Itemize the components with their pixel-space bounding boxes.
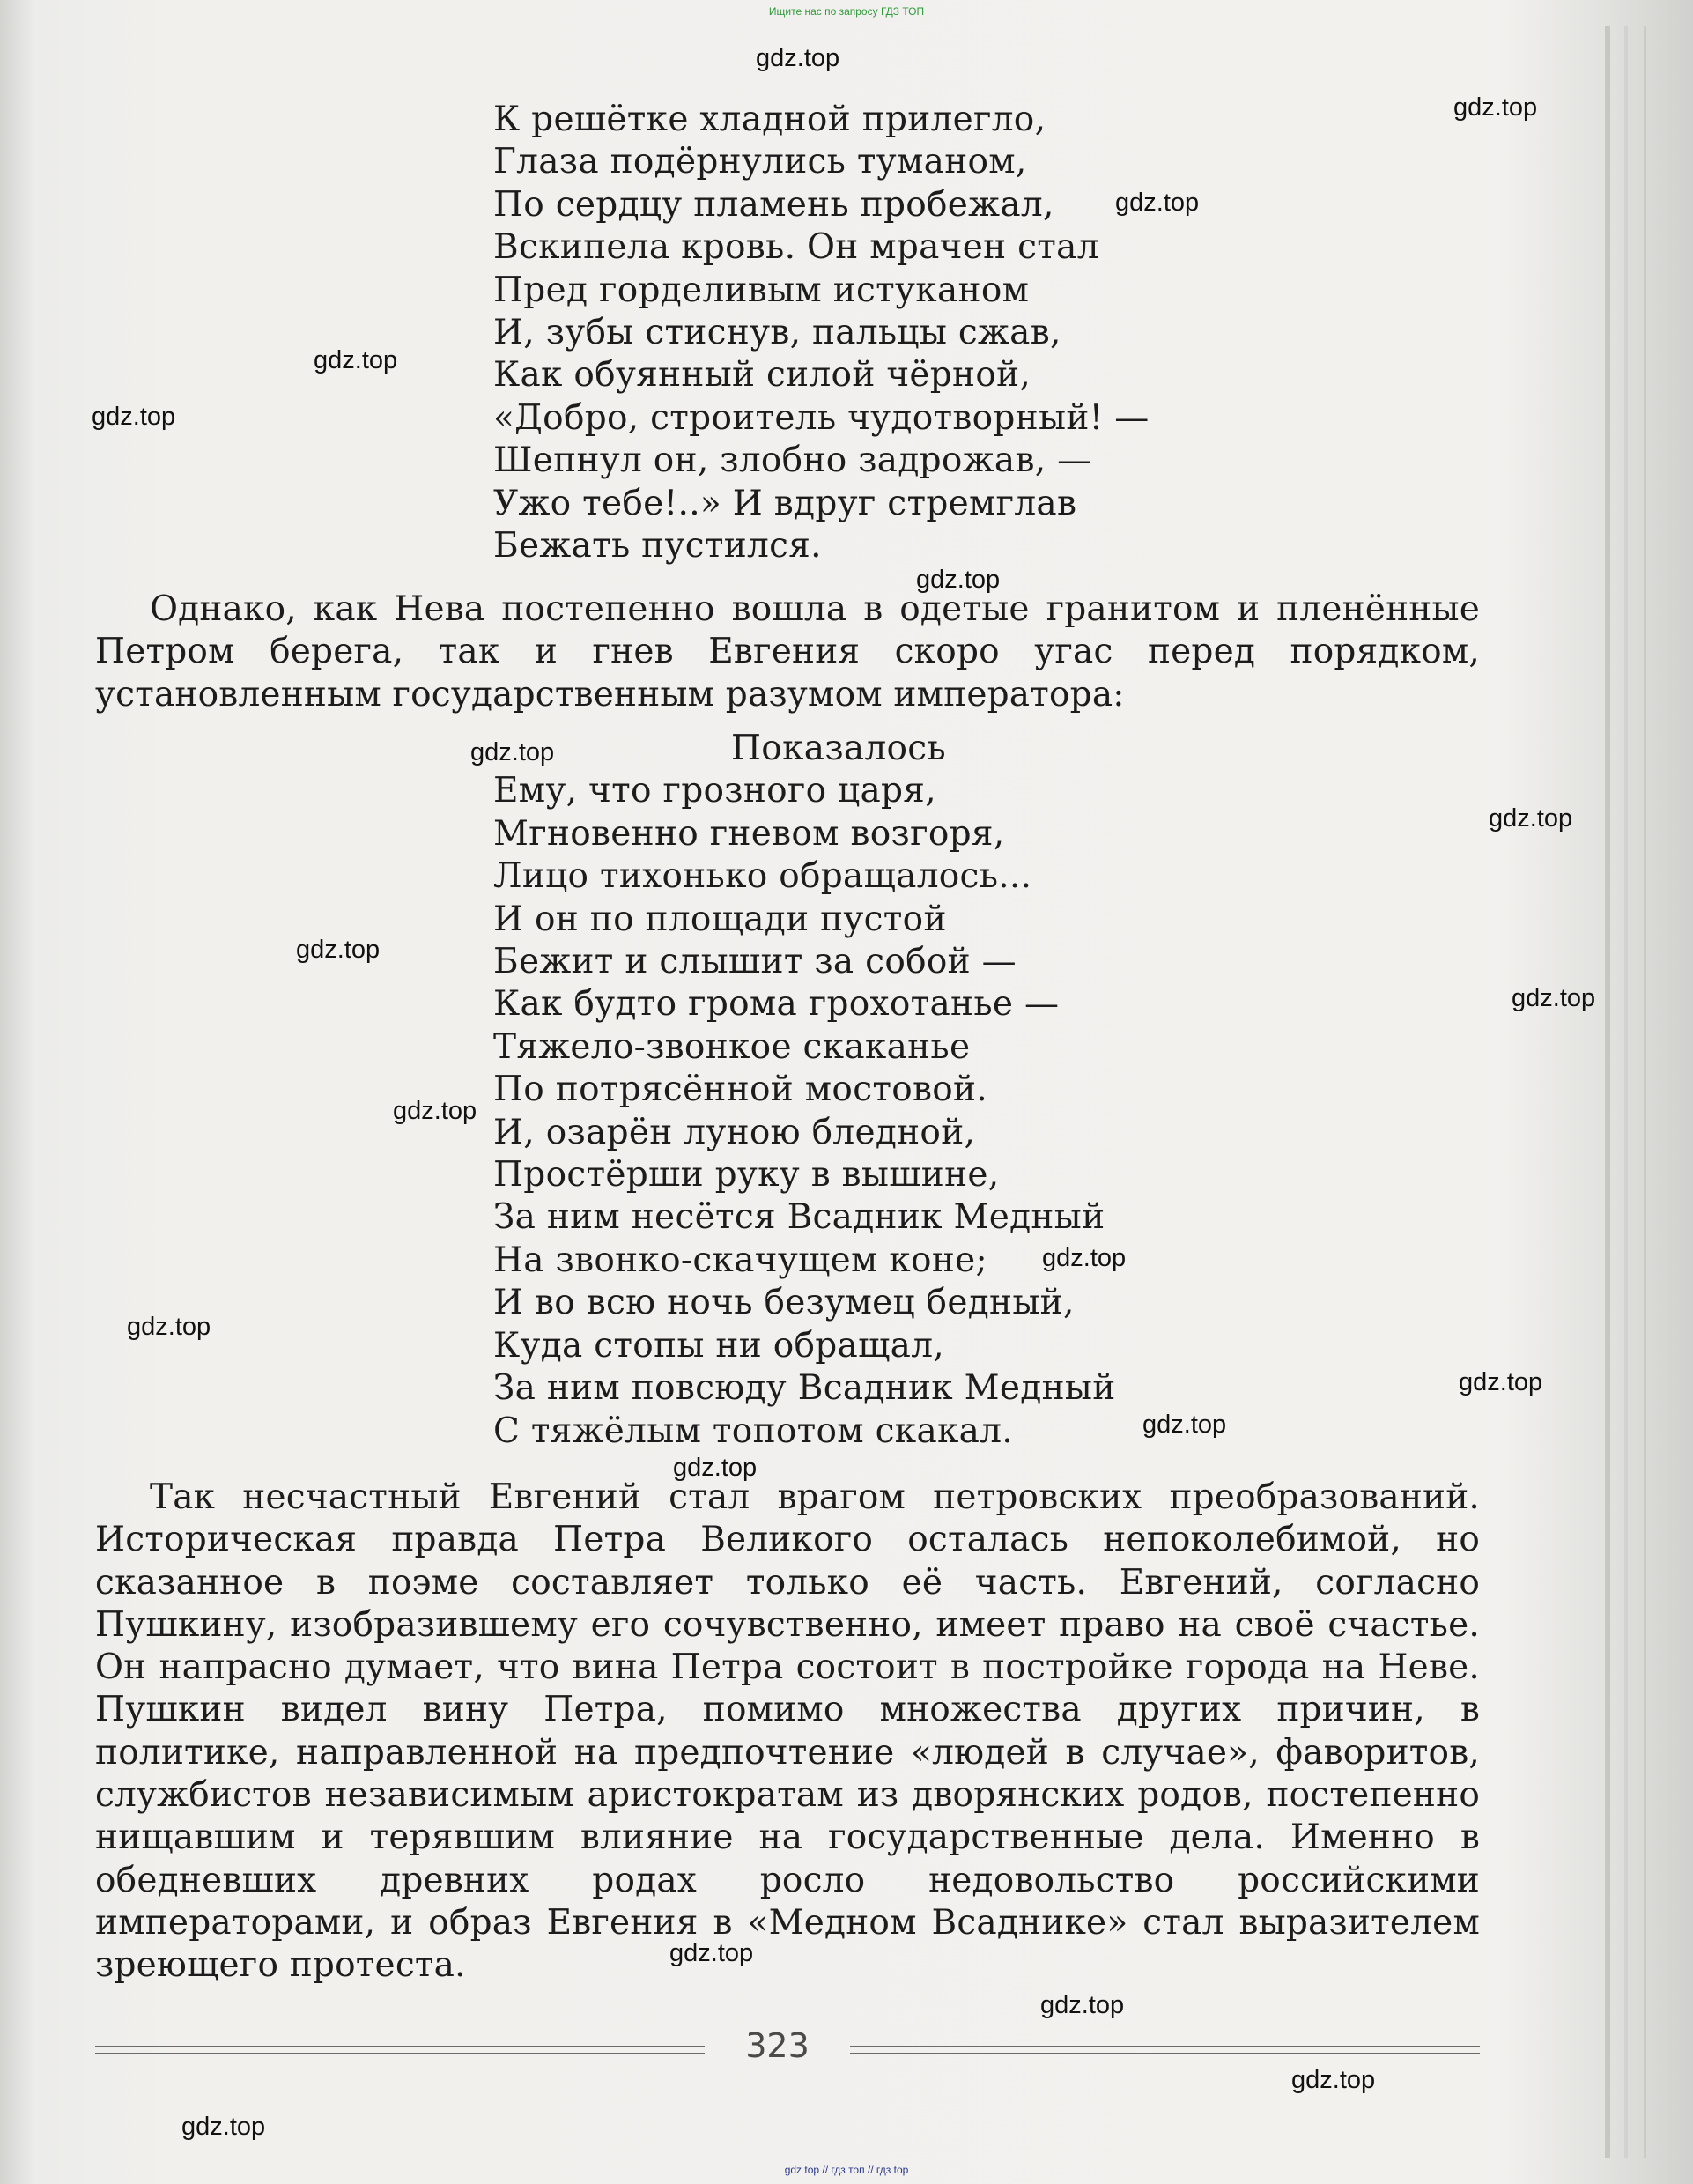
watermark: gdz.top (470, 738, 555, 766)
verse-line: Бежит и слышит за собой — (493, 942, 1017, 982)
verse-line: С тяжёлым топотом скакал. (493, 1410, 1014, 1451)
verse-line: Как будто грома грохотанье — (493, 984, 1060, 1025)
verse-line: Пред горделивым истуканом (493, 270, 1030, 310)
watermark: gdz.top (1459, 1368, 1543, 1396)
watermark: gdz.top (92, 403, 176, 431)
page-edge (1644, 26, 1646, 2158)
footer-rule-left (95, 2046, 705, 2054)
watermark: gdz.top (181, 2113, 266, 2141)
verse-line: К решётке хладной прилегло, (493, 100, 1046, 139)
watermark: gdz.top (1453, 93, 1538, 122)
verse-line: Тяжело-звонкое скаканье (493, 1026, 971, 1067)
verse-line: Мгновенно гневом возгоря, (493, 813, 1005, 854)
watermark: gdz.top (296, 936, 381, 964)
verse-stanza-1 (493, 99, 1150, 567)
verse-line: И во всю ночь безумец бедный, (493, 1283, 1075, 1323)
paragraph-1-text: Однако, как Нева постепенно вошла в одетые гранитом и пленённые Петром берега, так и гнев Евгения скоро угас перед порядком, установленным государственным разумом императора: (95, 589, 1480, 714)
verse-line: За ним несётся Всадник Медный (493, 1197, 1105, 1238)
verse-line: По сердцу пламень пробежал, (493, 184, 1054, 225)
bottom-note: gdz top // гдз топ // гдз top (784, 2164, 909, 2176)
verse-line: Бежать пустился. (493, 526, 822, 566)
watermark: gdz.top (1291, 2066, 1376, 2094)
page-edge (1624, 26, 1628, 2158)
verse-line: Куда стопы ни обращал, (493, 1325, 944, 1366)
watermark: gdz.top (1115, 189, 1200, 217)
verse-line: На звонко-скачущем коне; (493, 1240, 987, 1280)
verse-line: Ему, что грозного царя, (493, 771, 936, 811)
watermark: gdz.top (1042, 1244, 1127, 1272)
watermark: gdz.top (393, 1097, 477, 1125)
verse-line: За ним повсюду Всадник Медный (493, 1368, 1116, 1409)
verse-line: Простёрши руку в вышине, (493, 1155, 1000, 1196)
verse-line: Лицо тихонько обращалось... (493, 856, 1032, 897)
watermark: gdz.top (916, 566, 1001, 594)
footer-rule-right (850, 2046, 1480, 2054)
verse-stanza-2 (493, 728, 1116, 1453)
paragraph-2 (95, 1477, 1480, 1988)
verse-line: И, зубы стиснув, пальцы сжав, (493, 313, 1061, 353)
paragraph-2-text: Так несчастный Евгений стал врагом петровских преобразований. Историческая правда Петра Великого осталась непоколебимой, но сказанное в поэме составляет только её часть. Евгений, согласно Пушкину, изобразившему его сочувственно, имеет право на своё счастье. Он напрасно думает, что вина Петра состоит в постройке города на Неве. Пушкин видел вину Петра, помимо множества других причин, в политике, направленной на предпочтение «людей в случае», фаворитов, службистов независимым аристократам из дворянских родов, постепенно нищавшим и терявшим влияние на государственные дела. Именно в обедневших древних родах росло недовольство российскими императорами, и образ Евгения в «Медном Всаднике» стал выразителем зреющего протеста. (95, 1477, 1480, 1986)
verse-line: Показалось (731, 729, 946, 768)
verse-line: Шепнул он, злобно задрожав, — (493, 441, 1092, 481)
paragraph-1 (95, 589, 1480, 716)
verse-line: И, озарён луною бледной, (493, 1112, 976, 1152)
top-search-note: Ищите нас по запросу ГДЗ ТОП (768, 5, 925, 18)
watermark: gdz.top (1489, 804, 1573, 833)
watermark: gdz.top (669, 1939, 754, 1967)
watermark: gdz.top (1512, 984, 1596, 1012)
verse-line: Вскипела кровь. Он мрачен стал (493, 227, 1099, 268)
verse-line: Глаза подёрнулись туманом, (493, 142, 1027, 182)
watermark: gdz.top (127, 1313, 211, 1341)
verse-line: И он по площади пустой (493, 899, 947, 939)
verse-line: Как обуянный силой чёрной, (493, 355, 1031, 396)
page-number: 323 (745, 2026, 810, 2065)
verse-line: «Добро, строитель чудотворный! — (493, 397, 1150, 438)
page-edge (1605, 26, 1610, 2158)
watermark: gdz.top (314, 346, 398, 374)
watermark: gdz.top (1040, 1991, 1125, 2019)
verse-line: По потрясённой мостовой. (493, 1070, 988, 1110)
watermark: gdz.top (1142, 1410, 1227, 1439)
watermark: gdz.top (756, 44, 840, 72)
watermark: gdz.top (673, 1454, 758, 1482)
verse-line: Ужо тебе!..» И вдруг стремглав (493, 483, 1077, 523)
